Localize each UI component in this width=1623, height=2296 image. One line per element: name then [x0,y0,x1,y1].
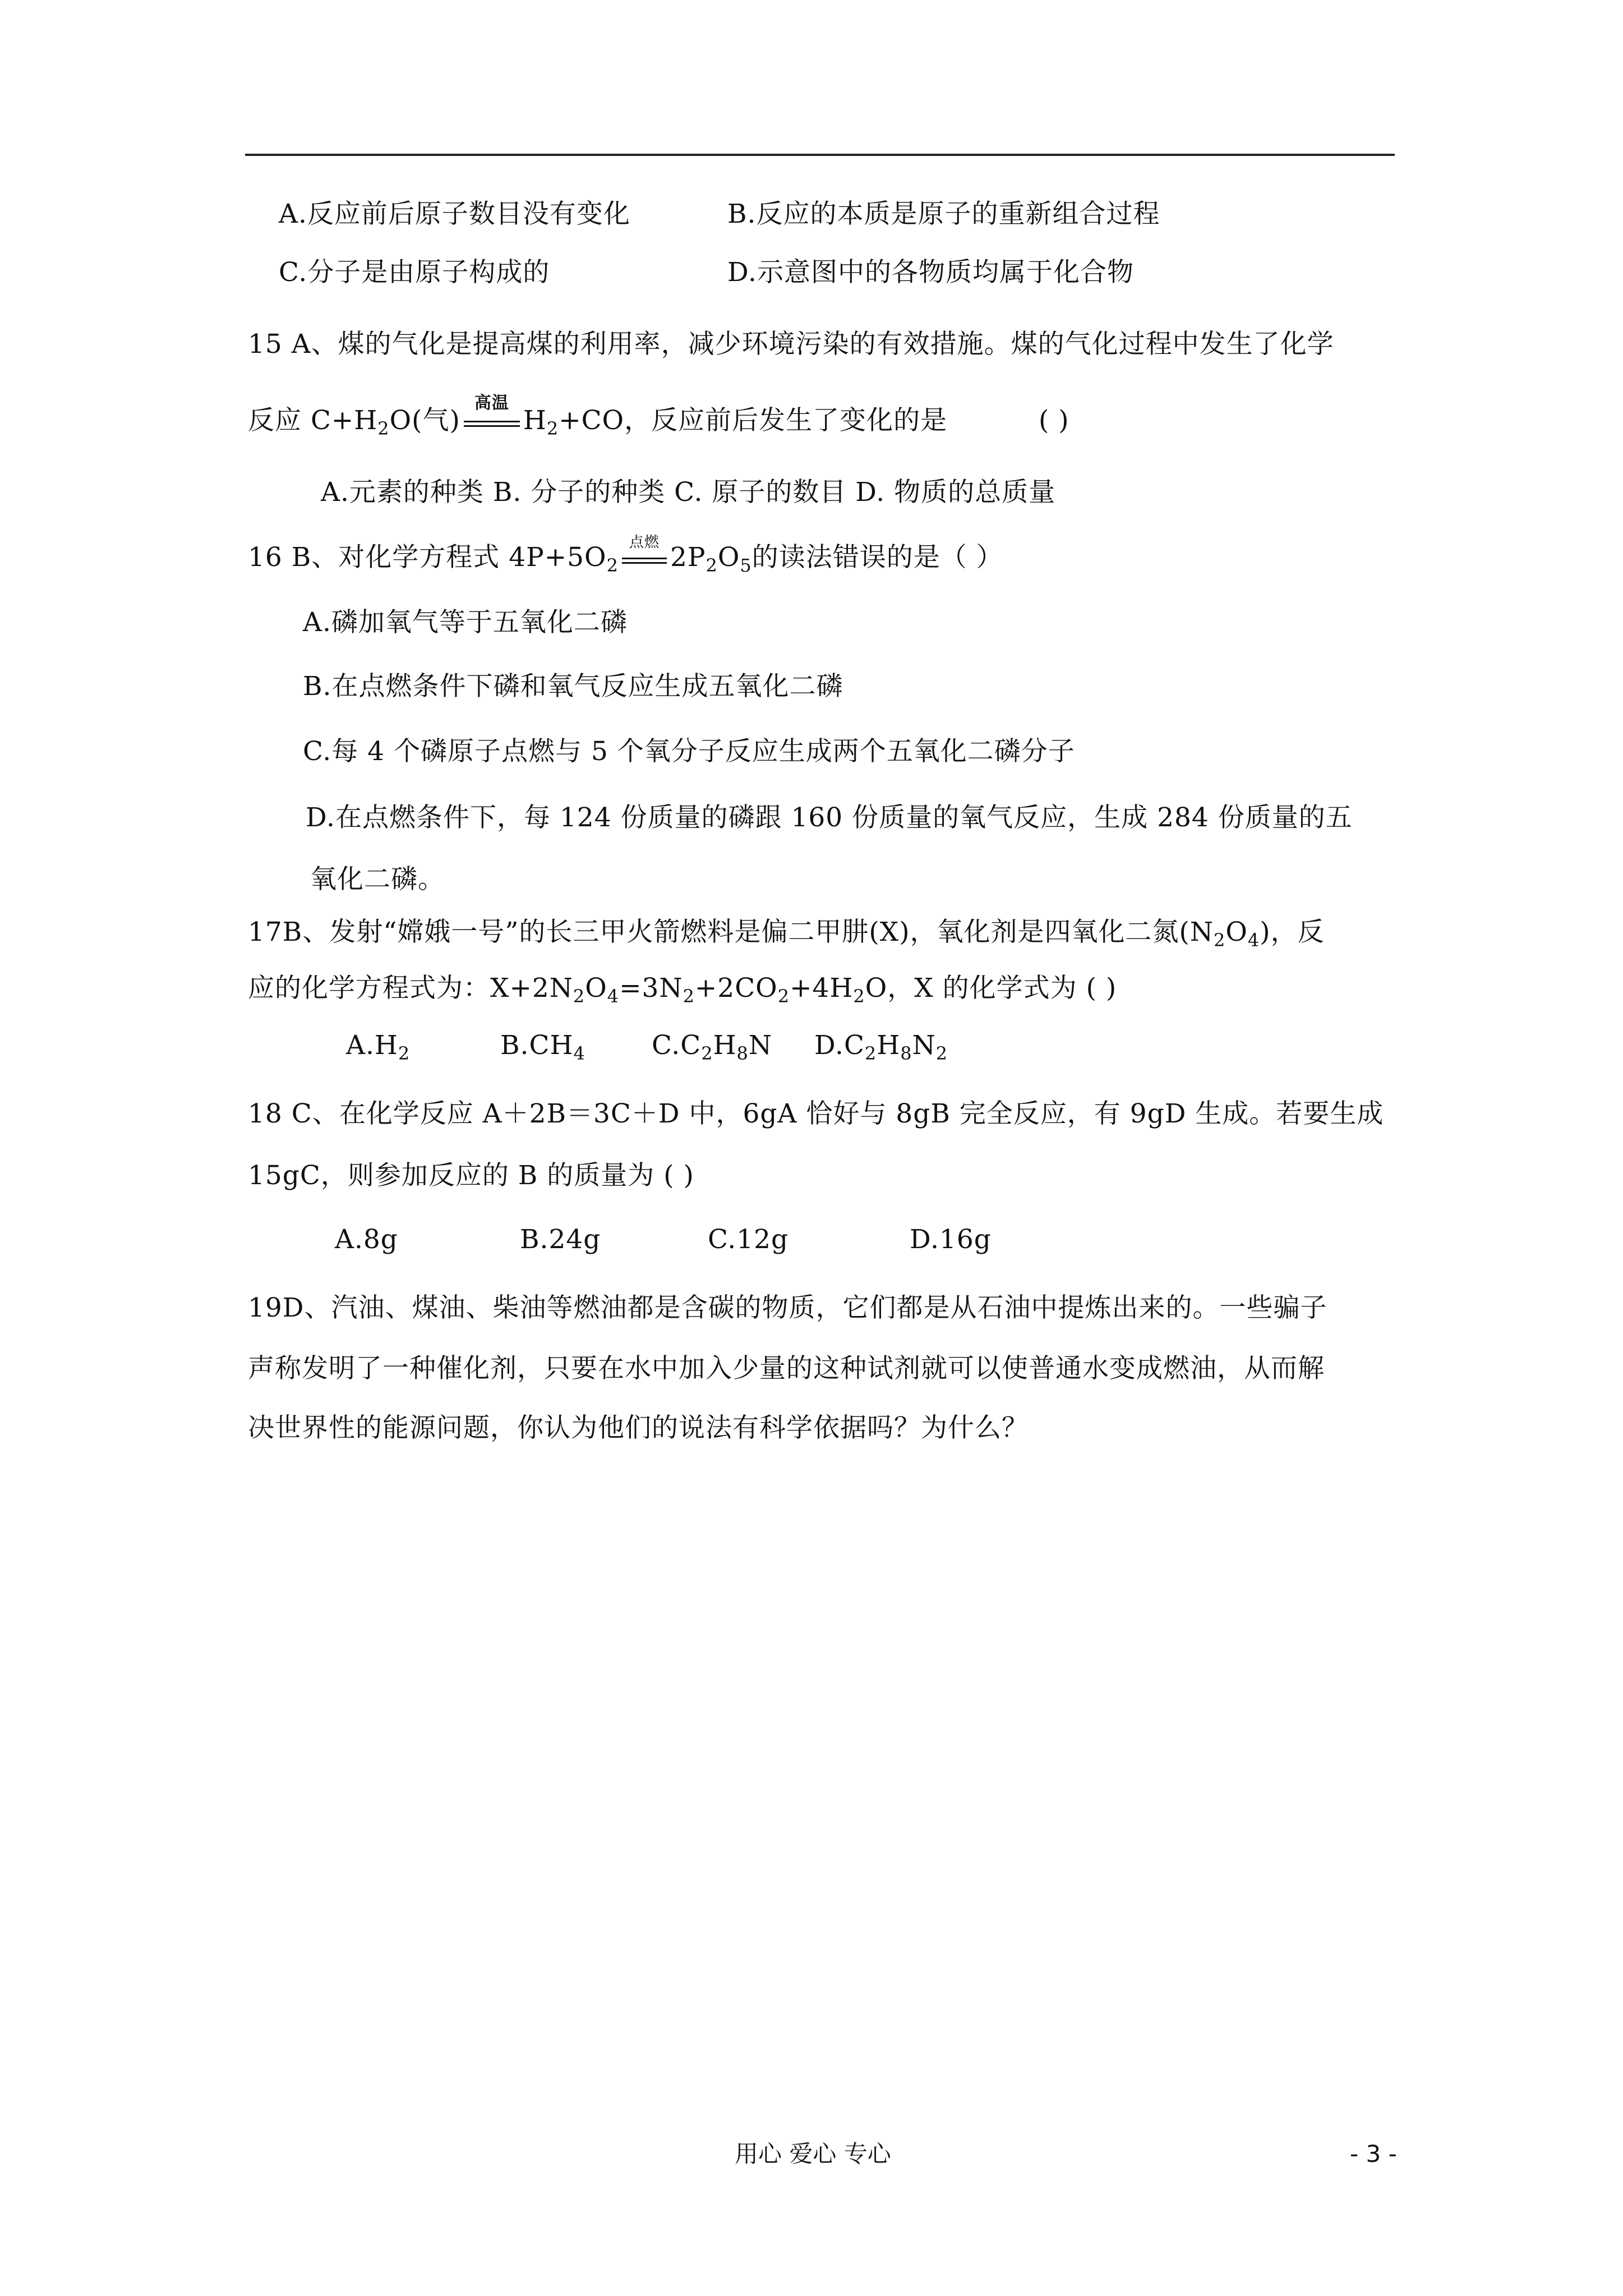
condition-ignite: 点燃 [622,541,667,574]
q16-option-d-line2: 氧化二磷。 [310,864,445,895]
q14-option-b: B.反应的本质是原子的重新组合过程 [727,199,1160,229]
q17-option-a: $A.H_2$ [346,1030,411,1064]
page-number: - 3 - [1350,2140,1397,2168]
q18-option-d: D.16g [910,1224,992,1255]
q19-stem-line1: 19D、汽油、煤油、柴油等燃油都是含碳的物质，它们都是从石油中提炼出来的。一些骗子 [248,1292,1327,1323]
header-rule [245,154,1395,156]
footer-slogan: 用心 爱心 专心 [735,2140,891,2168]
q17-stem-line2: 应的化学方程式为：$X+2N_2O_4=3N_2+2CO_2+4H_2O$，X 的化学式为 ( ) [248,973,1117,1007]
q17-option-c: $C.C_2H_8N$ [652,1030,773,1064]
q16-option-b: B.在点燃条件下磷和氧气反应生成五氧化二磷 [303,671,843,702]
q16-option-d-line1: D.在点燃条件下，每 124 份质量的磷跟 160 份质量的氧气反应，生成 284 份质量的五 [306,802,1353,833]
q16-option-a: A.磷加氧气等于五氧化二磷 [303,607,628,638]
q14-option-a: A.反应前后原子数目没有变化 [279,199,630,229]
q16-option-c: C.每 4 个磷原子点燃与 5 个氧分子反应生成两个五氧化二磷分子 [303,736,1075,767]
q18-option-a: A.8g [335,1224,398,1255]
q15-answer-paren: ( ) [1039,405,1069,436]
q18-option-b: B.24g [520,1224,601,1255]
q14-option-d: D.示意图中的各物质均属于化合物 [727,257,1134,288]
q19-stem-line2: 声称发明了一种催化剂，只要在水中加入少量的这种试剂就可以使普通水变成燃油，从而解 [248,1353,1325,1384]
q14-option-c: C.分子是由原子构成的 [279,257,550,288]
q17-option-d: $D.C_2H_8N_2$ [814,1030,948,1064]
q17-option-b: $B.CH_4$ [500,1030,585,1064]
q15-stem-line1: 15 A、煤的气化是提高煤的利用率，减少环境污染的有效措施。煤的气化过程中发生了化学 [248,329,1334,360]
q19-stem-line3: 决世界性的能源问题，你认为他们的说法有科学依据吗？为什么？ [248,1412,1029,1443]
q17-stem-line1: 17B、发射“嫦娥一号”的长三甲火箭燃料是偏二甲肼(X)，氧化剂是四氧化二氮$(N_2O_4)$，反 [248,917,1325,951]
q18-option-c: C.12g [708,1224,789,1255]
q18-stem-line2: 15gC，则参加反应的 B 的质量为 ( ) [248,1160,694,1191]
condition-high-temp: 高温 [464,404,520,438]
q18-stem-line1: 18 C、在化学反应 A＋2B＝3C＋D 中，6gA 恰好与 8gB 完全反应，有 9gD 生成。若要生成 [248,1098,1384,1129]
q16-stem: 16 B、对化学方程式 $4P+5O_2$ 点燃 $2P_2O_5$的读法错误的是（ ） [248,534,1003,576]
q15-options: A.元素的种类 B. 分子的种类 C. 原子的数目 D. 物质的总质量 [321,477,1056,508]
q15-equation-line: 反应 $C+H_2O$(气) 高温 $H_2+CO$，反应前后发生了变化的是 [248,393,948,439]
